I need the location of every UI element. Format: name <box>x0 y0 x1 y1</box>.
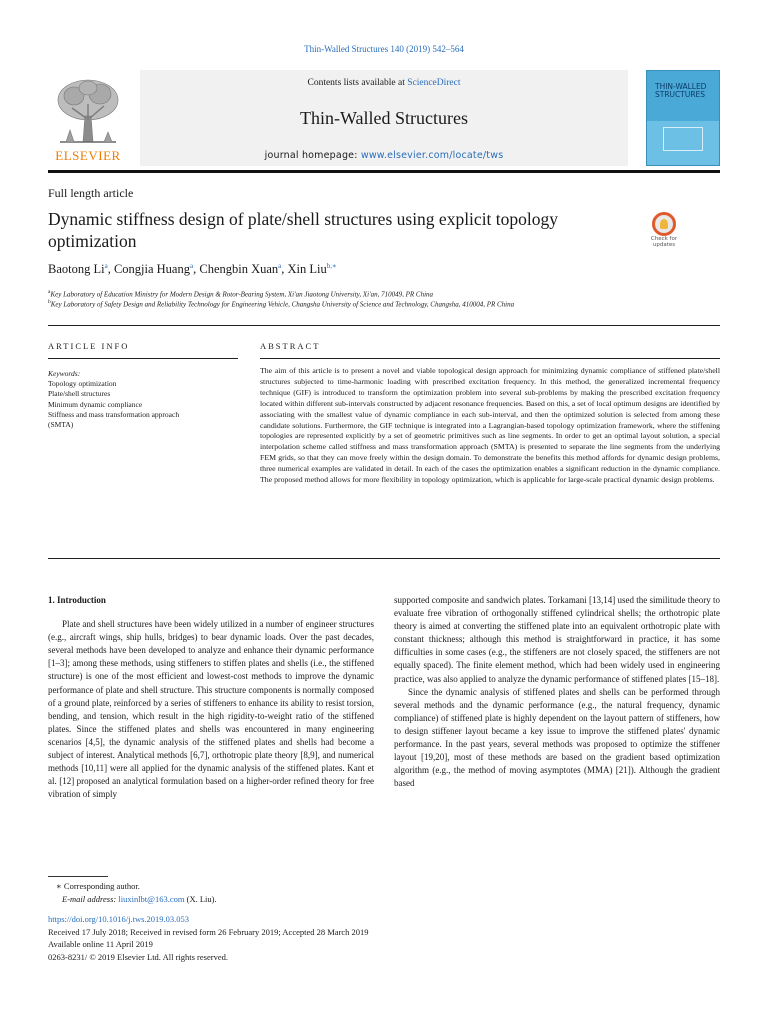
author-separator: , <box>281 262 288 277</box>
author-separator: , <box>107 262 114 277</box>
author-separator: , <box>193 262 200 277</box>
check-updates-label <box>646 236 682 248</box>
header-rule <box>48 170 720 173</box>
cover-band <box>647 121 719 165</box>
author-name[interactable]: Chengbin Xuan <box>199 262 279 277</box>
email-link[interactable]: liuxinlbt@163.com <box>118 894 185 904</box>
affiliation-text: Key Laboratory of Safety Design and Reliability Technology for Engineering Vehicle, Changsha University of Science and Technology, Changsha, 410004, PR China <box>50 300 515 309</box>
affiliation-marker: a <box>48 289 51 295</box>
received-dates: Received 17 July 2018; Received in revised form 26 February 2019; Accepted 28 March 2019 <box>48 927 369 937</box>
author-name[interactable]: Congjia Huang <box>113 262 190 277</box>
journal-masthead <box>140 70 628 166</box>
elsevier-tree-icon <box>52 76 124 148</box>
keyword-item: (SMTA) <box>48 420 74 430</box>
check-for-updates-badge[interactable] <box>646 212 682 252</box>
keywords-heading: Keywords: <box>48 369 81 378</box>
keyword-item: Minimum dynamic compliance <box>48 399 143 409</box>
abstract-end-rule <box>48 558 720 559</box>
affiliation-b <box>48 299 514 308</box>
journal-reference-link[interactable]: Thin-Walled Structures 140 (2019) 542–564 <box>304 44 464 54</box>
cover-title-line1: THIN-WALLED <box>655 82 707 91</box>
article-info-label: ARTICLE INFO <box>48 341 130 351</box>
homepage-link[interactable]: www.elsevier.com/locate/tws <box>360 150 504 161</box>
journal-header <box>48 70 720 166</box>
footnote-rule <box>48 876 108 877</box>
email-label: E-mail address: <box>62 894 119 904</box>
abstract-text: The aim of this article is to present a novel and viable topological design approach for minimizing dynamic compliance of stiffened plate/shell structures subjected to time-harmonic loading with prescribed excitation frequency. In this method, the generalized incremental frequency technique (GIF) is introduced to transform the optimization problem into several sub-problems by making the prescribed excitation frequency located within different sub-intervals constructed by adjacent resonance frequencies. Based on this, a set of local optimum designs are identified by associating with the smallest value of dynamic compliance in each sub-interval, and then the optimized solution is selected from among these candidate solutions. Furthermore, the GIF technique is integrated into a Lagrangian-based topology optimization framework, where the stiffening topologies are represented explicitly by a set of geometric primitives such as line segments. In order to get an optimal layout solution, a special interpolation scheme called stiffness and mass transformation approach (SMTA) is presented to separate the line segments from the underlying FEM grids, so that they can move freely within the design domain. To demonstrate the benefits this method affords for dynamic design problems, three numerical examples are validated in detail. In each of the cases the optimization enables a significant reduction in the dynamic compliance. The proposed method allows for more flexibility in topology optimization, which is applicable for large-scale practical dynamic design problems. <box>260 366 720 485</box>
body-paragraph: Plate and shell structures have been widely utilized in a number of engineer structures (e.g., aircraft wings, ship hulls, bridges) to bear dynamic loads. Over the past decades, several methods have been developed to analyze and enhance their dynamic performance [1–3]; among these methods, using stiffeners to stiffen plates and shells (i.e., the stiffened structure) is one of the most efficient and lowest-cost methods to improve the dynamic performance of plate and shell structure. This structure components is normally composed of a ground plate, reinforced by a series of stiffeners to enhance its ability to resist torsion, bending, and tension, which result in the high rigidity-to-weight ratio of the stiffened plates. Since the stiffened plates and shells was encountered in many engineering scenarios [4,5], the dynamic analysis of the stiffened plates and shells had become a subject of interest. Analytical methods [6,7], orthotropic plate theory [8,9], and numerical methods [10,11] were all applied for the dynamic analysis of the stiffened plates. Kant et al. [12] proposed an analytical formulation based on a higher-order refined theory for free vibration of simply <box>48 619 374 800</box>
body-paragraph: supported composite and sandwich plates. Torkamani [13,14] used the similitude theory to evaluate free vibration of orthogonally stiffened cylindrical shells; the orthotropic plate theory is aimed at converting the stiffened plate into an equivalent orthotropic plate with constant thickness; although this method is straightforward in practice, it has some difficulties in some cases (e.g., the stiffeners are not closely spaced, the stiffeners are not equally spaced). The finite element method, which had been widely used in engineering practice, was also applied to analyze the dynamic performance of stiffened plates [15–18]. <box>394 595 720 684</box>
body-right-column <box>394 594 720 790</box>
keyword-item: Plate/shell structures <box>48 389 111 399</box>
copyright: 0263-8231/ © 2019 Elsevier Ltd. All rights reserved. <box>48 952 228 962</box>
cover-title-line2: STRUCTURES <box>655 90 706 99</box>
available-online: Available online 11 April 2019 <box>48 939 153 949</box>
sciencedirect-link[interactable]: ScienceDirect <box>407 78 461 88</box>
author-affil-marker[interactable]: a <box>278 262 282 270</box>
author-affil-marker[interactable]: a <box>190 262 194 270</box>
author-list <box>48 262 337 277</box>
author-name[interactable]: Xin Liu <box>287 262 327 277</box>
affiliation-text: Key Laboratory of Education Ministry for Modern Design & Rotor-Bearing System, Xi'an Jiaotong University, Xi'an, 710049, PR China <box>50 290 434 299</box>
article-title: Dynamic stiffness design of plate/shell structures using explicit topology optimization <box>48 209 559 251</box>
journal-title: Thin-Walled Structures <box>299 108 468 128</box>
section-divider <box>48 325 720 326</box>
homepage-prefix: journal homepage: <box>264 150 361 161</box>
author-affil-marker[interactable]: a <box>104 262 108 270</box>
article-type: Full length article <box>48 186 134 200</box>
email-note <box>62 894 217 904</box>
author-name[interactable]: Baotong Li <box>48 262 105 277</box>
cover-title <box>655 83 715 99</box>
contents-prefix: Contents lists available at <box>307 78 408 88</box>
corresponding-author-note: ∗ Corresponding author. <box>56 881 140 891</box>
journal-cover-thumbnail[interactable] <box>646 70 720 166</box>
article-info-rule <box>48 358 238 359</box>
keywords-block <box>48 369 228 430</box>
body-paragraph: Since the dynamic analysis of stiffened plates and shells can be performed through several methods and the dynamic performance (e.g., the natural frequency, dynamic compliance) of stiffened plate is highly dependent on the layout pattern of stiffeners, how to design stiffener layout became a key issue to improve the stiffened plates' dynamic performance. In the past years, several methods was proposed to optimize the stiffener layout [19,20], most of these methods are based on the gradient based optimization algorithm (e.g., the method of moving asymptotes (MMA) [21]). Although the gradient based <box>394 686 720 789</box>
doi-link[interactable]: https://doi.org/10.1016/j.tws.2019.03.053 <box>48 914 190 924</box>
check-updates-line2: updates <box>652 242 676 248</box>
body-left-column <box>48 594 374 801</box>
email-suffix: (X. Liu). <box>184 894 217 904</box>
section-heading-introduction: 1. Introduction <box>48 595 106 605</box>
homepage-line <box>140 150 628 161</box>
affiliation-a <box>48 289 433 298</box>
check-updates-line1: Check for <box>650 236 678 242</box>
abstract-rule <box>260 358 720 359</box>
author-affil-marker[interactable]: b,∗ <box>326 262 337 270</box>
check-updates-icon <box>652 212 676 236</box>
elsevier-logo <box>48 70 128 166</box>
keyword-item: Topology optimization <box>48 379 117 389</box>
abstract-label: ABSTRACT <box>260 341 321 351</box>
affiliation-marker: b <box>48 299 51 305</box>
keyword-item: Stiffness and mass transformation approach <box>48 409 180 419</box>
elsevier-wordmark: ELSEVIER <box>55 148 121 163</box>
contents-line <box>140 78 628 88</box>
